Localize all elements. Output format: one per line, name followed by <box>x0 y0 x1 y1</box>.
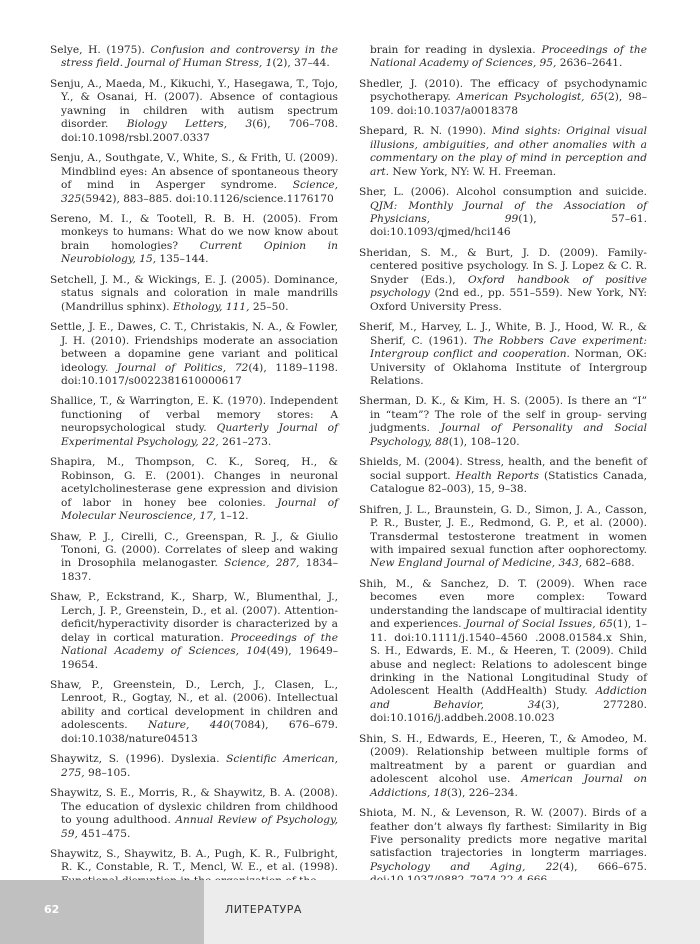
reference-entry: Senju, A., Southgate, V., White, S., & Frith, U. (2009). Mindblind eyes: An absence of spontaneous theory of mind in Asperger syndrome. Science, 325(5942), 883–885. doi:10.1126/science.1176170 <box>50 152 338 205</box>
reference-entry: Shin, S. H., Edwards, E., Heeren, T., & Amodeo, M. (2009). Relationship between multiple forms of maltreatment by a parent or guardian and adolescent alcohol use. American Journal on Addictions, 18(3), 226–234. <box>359 732 647 799</box>
reference-entry: Shaywitz, S. (1996). Dyslexia. Scientific American, 275, 98–105. <box>50 753 338 779</box>
reference-entry: Sereno, M. I., & Tootell, R. B. H. (2005). From monkeys to humans: What do we now know about brain homologies? Current Opinion in Neurobiology, 15, 135–144. <box>50 212 338 266</box>
reference-entry: Sherman, D. K., & Kim, H. S. (2005). Is there an “I” in “team”? The role of the self in group- serving judgments. Journal of Personality and Social Psychology, 88(1), 108–120. <box>359 395 647 448</box>
reference-entry: Sher, L. (2006). Alcohol consumption and suicide. QJM: Monthly Journal of the Association of Physicians, 99(1), 57–61. doi:10.1093/qjmed/hci146 <box>359 186 647 239</box>
reference-entry: Shifren, J. L., Braunstein, G. D., Simon, J. A., Casson, P. R., Buster, J. E., Redmond, G. P., et al. (2000). Transdermal testosterone treatment in women with impaired sexual function after oophorectomy. New England Journal of Medicine, 343, 682–688. <box>359 503 647 570</box>
reference-entry: Shedler, J. (2010). The efficacy of psychodynamic psychotherapy. American Psychologist, 65(2), 98–109. doi:10.1037/a0018378 <box>359 77 647 117</box>
right-column <box>359 44 647 895</box>
reference-entry: Shih, M., & Sanchez, D. T. (2009). When race becomes even more complex: Toward understanding the landscape of multiracial identity and experiences. Journal of Social Issues, 65(1), 1–11. doi:10.1111/j.1540–4560 .2008.01584.x Shin, S. H., Edwards, E. M., & Heeren, T. (2009). Child abuse and neglect: Relations to adolescent binge drinking in the National Longitudinal Study of Adolescent Health (AddHealth) Study. Addiction and Behavior, 34(3), 277280. doi:10.1016/j.addbeh.2008.10.023 <box>359 577 648 725</box>
reference-entry: Shaywitz, S., Shaywitz, B. A., Pugh, K. R., Fulbright, R. K., Constable, R. T., Mencl, W. E., et al. (1998). <box>50 848 338 874</box>
reference-entry: Shaw, P., Eckstrand, K., Sharp, W., Blumenthal, J., Lerch, J. P., Greenstein, D., et al. (2007). Attention-deficit/hyperactivity disorder is characterized by a delay in cortical maturation. Proceedings of the National Academy of Sciences, 104(49), 19649–19654. <box>50 591 338 671</box>
reference-entry: Shields, M. (2004). Stress, health, and the benefit of social support. Health Reports (Statistics Canada, Catalogue 82–003), 15, 9–38. <box>359 456 648 496</box>
page-number-box <box>0 880 204 944</box>
reference-entry: Shiota, M. N., & Levenson, R. W. (2007). Birds of a feather don’t always fly farthest: Similarity in Big Five personality predicts more negative marital satisfaction trajectories in longterm marriages. Psychology and Aging, 22(4), 666–675. <box>359 807 647 873</box>
reference-entry: Settle, J. E., Dawes, C. T., Christakis, N. A., & Fowler, J. H. (2010). Friendships moderate an association between a dopamine gene variant and political ideology. Journal of Politics, 72(4), 1189–1198. doi:10.1017/s0022381610000617 <box>50 321 339 387</box>
reference-entry: Sheridan, S. M., & Burt, J. D. (2009). Family- centered positive psychology. In S. J. Lopez & C. R. Snyder (Eds.), Oxford handbook of positive psychology (2nd ed., pp. 551–559). New York, NY: Oxford University Press. <box>359 246 647 313</box>
reference-entry: Shaw, P., Greenstein, D., Lerch, J., Clasen, L., Lenroot, R., Gogtay, N., et al. (2006). Intellectual ability and cortical development in children and adolescents. Nature, 440(7084), 676–679. doi:10.1038/nature04513 <box>50 679 338 745</box>
reference-entry: Shaywitz, S. E., Morris, R., & Shaywitz, B. A. (2008). The education of dyslexic children from childhood to young adulthood. Annual Review of Psychology, 59, 451–475. <box>50 787 338 840</box>
reference-entry: Senju, A., Maeda, M., Kikuchi, Y., Hasegawa, T., Tojo, Y., & Osanai, H. (2007). Absence of contagious yawning in children with autism spectrum disorder. Biology Letters, 3(6), 706–708. doi:10.1098/rsbl.2007.0337 <box>50 77 339 144</box>
reference-entry-continued: brain for reading in dyslexia. Proceedings of the National Academy of Sciences, 95, 2636–2641. <box>370 44 647 70</box>
reference-entry: Selye, H. (1975). Confusion and controversy in the stress field. Journal of Human Stress, 1(2), 37–44. <box>50 44 338 70</box>
reference-entry: Shallice, T., & Warrington, E. K. (1970). Independent functioning of verbal memory stores: A neuropsychological study. Quarterly Journal of Experimental Psychology, 22, 261–273. <box>50 395 338 448</box>
left-column <box>50 44 338 895</box>
page-footer <box>0 880 700 944</box>
page-number: 62 <box>44 903 60 916</box>
section-title: ЛИТЕРАТУРА <box>225 903 302 916</box>
reference-entry: Setchell, J. M., & Wickings, E. J. (2005). Dominance, status signals and coloration in male mandrills (Mandrillus sphinx). Ethology, 111, 25–50. <box>50 273 338 313</box>
reference-entry: Sherif, M., Harvey, L. J., White, B. J., Hood, W. R., & Sherif, C. (1961). The Robbers Cave experiment: Intergroup conflict and cooperation. Norman, OK: University of Oklahoma Institute of Intergroup Relations. <box>359 321 647 387</box>
reference-entry: Shepard, R. N. (1990). Mind sights: Original visual illusions, ambiguities, and other anomalies with a commentary on the play of mind in perception and art. New York, NY: W. H. Freeman. <box>359 125 647 178</box>
reference-entry: Shaw, P. J., Cirelli, C., Greenspan, R. J., & Giulio Tononi, G. (2000). Correlates of sleep and waking in Drosophila melanogaster. Science, 287, 1834–1837. <box>50 530 339 583</box>
reference-entry: Shapira, M., Thompson, C. K., Soreq, H., & Robinson, G. E. (2001). Changes in neuronal acetylcholinesterase gene expression and division of labor in honey bee colonies. Journal of Molecular Neuroscience, 17, 1–12. <box>50 456 338 523</box>
